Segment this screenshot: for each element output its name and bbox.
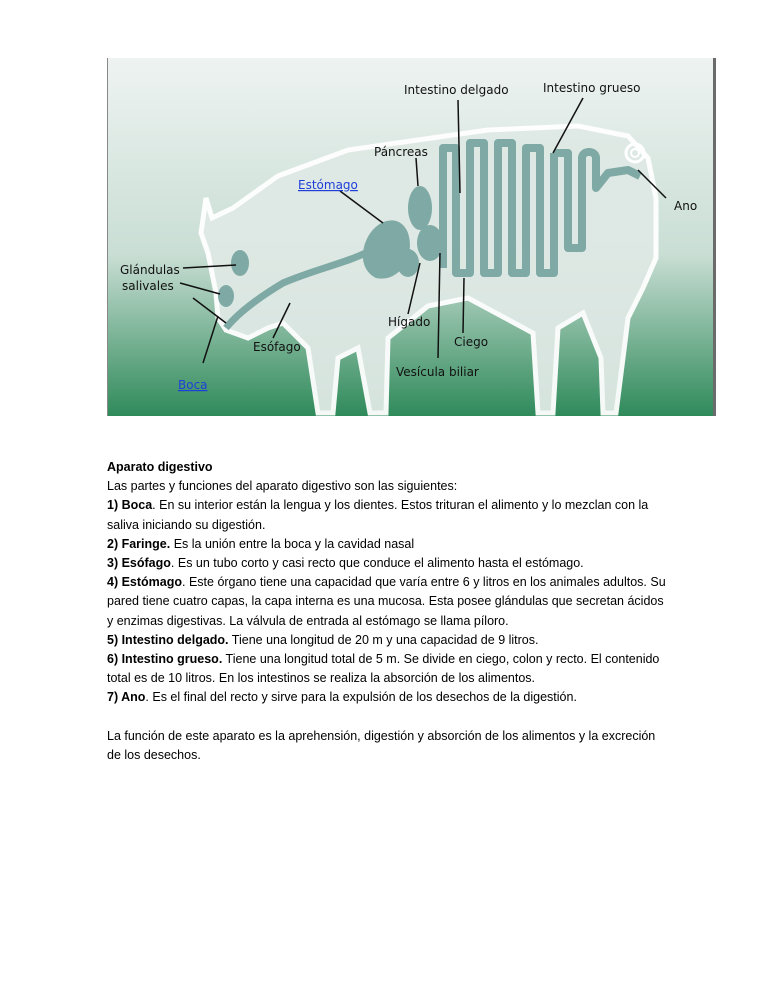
intro-text: Las partes y funciones del aparato digestivo son las siguientes: [107,479,458,494]
list-item [107,688,667,707]
label-glandulas-line1: Glándulas [120,263,180,277]
item-heading: 4) Estómago [107,575,183,590]
list-item [107,496,667,515]
item-text: Tiene una longitud total de 5 m. Se divide en ciego, colon y recto. El contenido [222,652,660,667]
item-text: Tiene una longitud de 20 m y una capacidad de 9 litros. [228,632,539,647]
list-item [107,631,667,650]
item-continuation: total es de 10 litros. En los intestinos se realiza la absorción de los alimentos. [107,671,536,686]
salivary-gland-2 [218,285,234,307]
label-estomago[interactable]: Estómago [298,178,358,192]
section-title: Aparato digestivo [107,460,213,474]
label-esofago: Esófago [253,340,301,354]
item-heading: 3) Esófago [107,556,171,571]
pig-digestive-diagram [107,58,716,416]
item-heading: 6) Intestino grueso. [107,652,223,667]
parts-list [107,496,667,707]
item-text: . Es el final del recto y sirve para la expulsión de los desechos de la digestión. [145,690,577,705]
label-glandulas-line2: salivales [122,279,174,293]
label-vesicula-biliar: Vesícula biliar [396,365,479,379]
conclusion-line-2: de los desechos. [107,747,201,762]
list-item [107,650,667,669]
item-continuation: y enzimas digestivas. La válvula de entrada al estómago se llama píloro. [107,613,509,628]
item-heading: 7) Ano [107,690,146,705]
list-item [107,554,667,573]
list-item [107,573,667,592]
diagram-svg [108,58,713,416]
label-boca[interactable]: Boca [178,378,208,392]
item-continuation: saliva iniciando su digestión. [107,517,266,532]
label-intestino-delgado: Intestino delgado [404,83,509,97]
item-heading: 5) Intestino delgado. [107,632,229,647]
label-ano: Ano [674,199,698,213]
document-body [107,458,667,765]
liver-lobe-3 [397,249,419,277]
label-intestino-grueso: Intestino grueso [543,81,641,95]
list-item [107,535,667,554]
item-heading: 1) Boca [107,498,153,513]
liver-lobe-1 [408,186,432,230]
item-continuation: pared tiene cuatro capas, la capa interna es una mucosa. Esta posee glándulas que secretan ácidos [107,594,664,609]
item-text: Es la unión entre la boca y la cavidad nasal [170,536,415,551]
conclusion-line-1: La función de este aparato es la aprehensión, digestión y absorción de los alimentos y la excreción [107,728,656,743]
item-text: . En su interior están la lengua y los dientes. Estos trituran el alimento y lo mezclan con la [152,498,649,513]
salivary-gland-1 [231,250,249,276]
item-heading: 2) Faringe. [107,536,171,551]
label-higado: Hígado [388,315,431,329]
label-pancreas: Páncreas [374,145,428,159]
label-ciego: Ciego [454,335,489,349]
item-text: . Este órgano tiene una capacidad que varía entre 6 y litros en los animales adultos. Su [182,575,666,590]
item-text: . Es un tubo corto y casi recto que conduce el alimento hasta el estómago. [170,556,584,571]
